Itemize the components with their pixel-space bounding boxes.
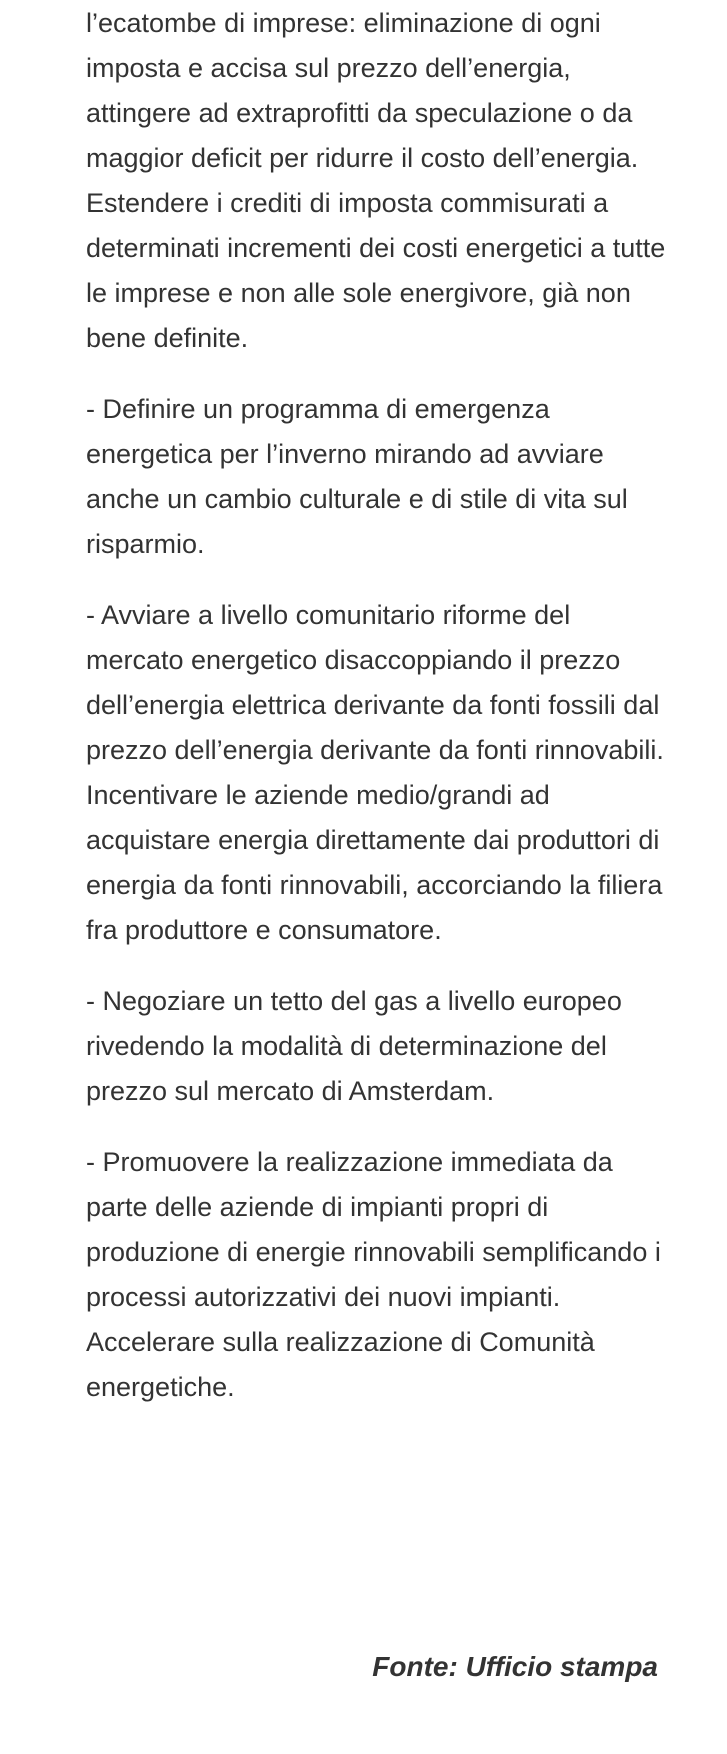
article-paragraph: l’ecatombe di imprese: eliminazione di ogni imposta e accisa sul prezzo dell’energia, attingere ad extraprofitti da speculazione o da maggior deficit per ridurre il costo dell’energia. Estendere i crediti di imposta commisurati a determinati incrementi dei costi energetici a tutte le imprese e non alle sole energivore, già non bene definite. <box>86 8 666 353</box>
article-paragraph: - Negoziare un tetto del gas a livello europeo rivedendo la modalità di determinazione del prezzo sul mercato di Amsterdam. <box>86 986 622 1106</box>
article-paragraph: - Definire un programma di emergenza energetica per l’inverno mirando ad avviare anche un cambio culturale e di stile di vita sul risparmio. <box>86 394 628 559</box>
article-paragraph: - Avviare a livello comunitario riforme del mercato energetico disaccoppiando il prezzo dell’energia elettrica derivante da fonti fossili dal prezzo dell’energia derivante da fonti rinnovabili. Incentivare le aziende medio/grandi ad acquistare energia direttamente dai produttori di energia da fonti rinnovabili, accorciando la filiera fra produttore e consumatore. <box>86 600 664 945</box>
article-body <box>86 0 666 1436</box>
article-paragraph: - Promuovere la realizzazione immediata da parte delle aziende di impianti propri di produzione di energie rinnovabili semplificando i processi autorizzativi dei nuovi impianti. Accelerare sulla realizzazione di Comunità energetiche. <box>86 1147 661 1402</box>
source-credit: Fonte: Ufficio stampa <box>372 1651 658 1682</box>
